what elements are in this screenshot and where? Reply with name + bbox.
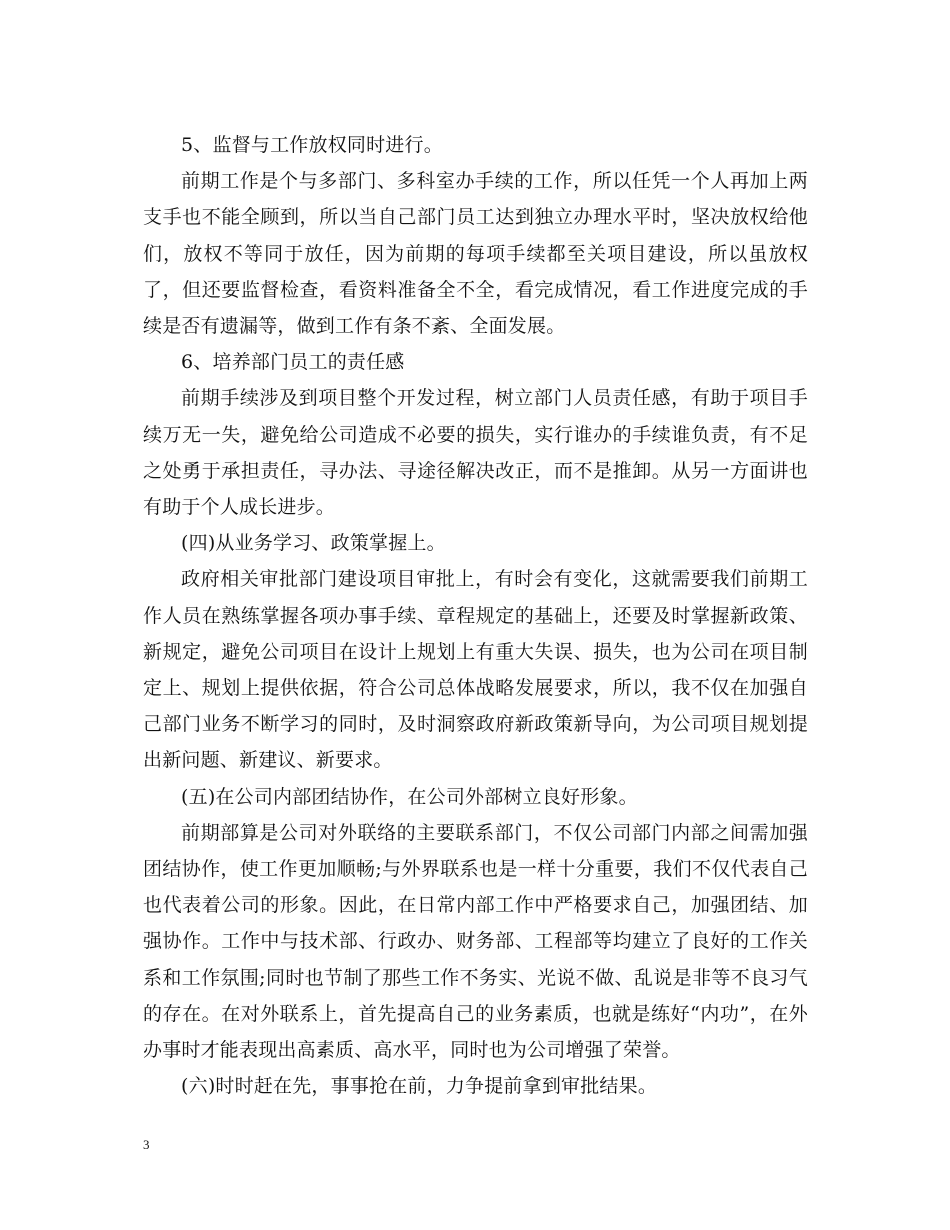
body-paragraph: 政府相关审批部门建设项目审批上，有时会有变化，这就需要我们前期工作人员在熟练掌握各项办事手续、章程规定的基础上，还要及时掌握新政策、新规定，避免公司项目在设计上规划上有重大失误、损失，也为公司在项目制定上、规划上提供依据，符合公司总体战略发展要求，所以，我不仅在加强自己部门业务不断学习的同时，及时洞察政府新政策新导向，为公司项目规划提出新问题、新建议、新要求。	[143, 568, 808, 772]
section-heading-responsibility: 6、培养部门员工的责任感	[181, 351, 405, 374]
body-paragraph: 前期工作是个与多部门、多科室办手续的工作，所以任凭一个人再加上两支手也不能全顾到，所以当自己部门员工达到独立办理水平时，坚决放权给他们，放权不等同于放任，因为前期的每项手续都至关项目建设，所以虽放权了，但还要监督检查，看资料准备全不全，看完成情况，看工作进度完成的手续是否有遗漏等，做到工作有条不紊、全面发展。	[143, 170, 808, 338]
section-heading-cooperation: (五)在公司内部团结协作，在公司外部树立良好形象。	[181, 785, 638, 808]
section-heading-study-policy: (四)从业务学习、政策掌握上。	[181, 532, 446, 555]
section-heading-approval: (六)时时赶在先，事事抢在前，力争提前拿到审批结果。	[181, 1075, 658, 1098]
body-paragraph: 前期手续涉及到项目整个开发过程，树立部门人员责任感，有助于项目手续万无一失，避免给公司造成不必要的损失，实行谁办的手续谁负责，有不足之处勇于承担责任，寻办法、寻途径解决改正，而不是推卸。从另一方面讲也有助于个人成长进步。	[143, 387, 808, 519]
body-paragraph: 前期部算是公司对外联络的主要联系部门，不仅公司部门内部之间需加强团结协作，使工作更加顺畅;与外界联系也是一样十分重要，我们不仅代表自己也代表着公司的形象。因此，在日常内部工作中严格要求自己，加强团结、加强协作。工作中与技术部、行政办、财务部、工程部等均建立了良好的工作关系和工作氛围;同时也节制了那些工作不务实、光说不做、乱说是非等不良习气的存在。在对外联系上，首先提高自己的业务素质，也就是练好“内功”，在外办事时才能表现出高素质、高水平，同时也为公司增强了荣誉。	[143, 821, 808, 1062]
section-heading-supervision: 5、监督与工作放权同时进行。	[181, 134, 443, 156]
page-number: 3	[143, 1137, 150, 1152]
page-body	[143, 127, 808, 1104]
